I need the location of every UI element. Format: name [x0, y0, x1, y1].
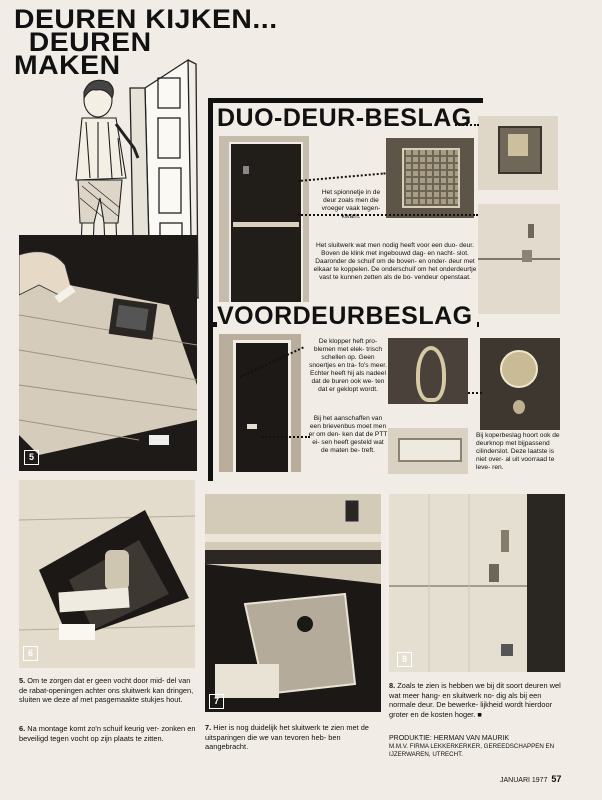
photo-7-image [205, 494, 381, 712]
leader-line [298, 214, 478, 216]
photo-6-image [19, 480, 195, 668]
caption-6 [19, 724, 199, 743]
caption-5-number: 5. [19, 676, 26, 685]
leader-line [468, 392, 482, 394]
duo-door-photo [219, 136, 309, 316]
brievenbus-photo [388, 428, 468, 474]
photo-5-image [19, 235, 197, 471]
photo-6-number: 6 [23, 646, 38, 661]
photo-7 [205, 494, 381, 712]
page-number: 57 [551, 774, 562, 784]
deurknop-photo [480, 338, 560, 430]
caption-sluitwerk: Het sluitwerk wat men nodig heeft voor een duo- deur. Boven de klink met ingebouwd dag- en nacht- slot. Daaronder de schuif om de boven- en onder- deur met elkaar te koppelen. De onderschuif om het onderdeurtje vast te kunnen zetten als de bo- vendeur openstaat. [313, 242, 477, 281]
title-line-2: DEUREN [28, 27, 152, 57]
caption-7-text: Hier is nog duidelijk het sluitwerk te zien met de uitsparingen die we van tevoren heb- ben aangebracht. [205, 723, 369, 752]
spion-photo [386, 138, 474, 218]
caption-brievenbus: Bij het aanschaffen van een brievenbus moet men er om den- ken dat de PTT ei- sen heeft gesteld wat de maten be- treft. [308, 415, 388, 454]
photo-8 [389, 494, 565, 672]
caption-koperbeslag: Bij koperbeslag hoort ook de deurknop met bijpassend cilinderslot. Deze laatste is niet over- al uit voorraad te leve- ren. [476, 432, 560, 471]
caption-6-text: Na montage komt zo'n schuif keurig ver- zonken en beveiligd tegen vocht op zijn plaats te zitten. [19, 724, 196, 743]
duo-heading: DUO-DEUR-BESLAG [217, 104, 472, 132]
photo-7-number: 7 [209, 694, 224, 709]
credits-mmv: M.M.V. FIRMA LEKKERKERKER, GEREEDSCHAPPEN EN IJZERWAREN, UTRECHT. [389, 743, 555, 758]
caption-8-number: 8. [389, 681, 396, 690]
photo-6 [19, 480, 195, 668]
caption-6-number: 6. [19, 724, 26, 733]
caption-klopper: De klopper heft pro- blemen met elek- trisch schellen op. Geen snoertjes en tra- fo's meer. Echter heeft hij als nadeel dat de buren ook we- ten dat er geklopt wordt. [309, 338, 387, 393]
page-footer [500, 774, 561, 784]
klopper-photo [388, 338, 468, 404]
photo-5-number: 5 [24, 450, 39, 465]
caption-spion: Het spionnetje in de deur zoals men die vroeger vaak tegen- kwam. [321, 189, 381, 220]
credits-productie: PRODUKTIE: HERMAN VAN MAURIK [389, 735, 510, 742]
title-line-1: DEUREN KIJKEN... [14, 4, 278, 34]
issue-date: JANUARI 1977 [500, 777, 548, 784]
photo-8-number: 8 [397, 652, 412, 667]
caption-5 [19, 676, 199, 705]
title-line-3: MAKEN [14, 50, 121, 80]
leader-line [455, 124, 479, 126]
duo-hinge-photo [478, 204, 560, 314]
voordeur-heading: VOORDEURBESLAG [217, 302, 477, 330]
photo-5 [19, 235, 197, 471]
caption-7 [205, 723, 383, 752]
duo-lock-photo [478, 116, 558, 190]
photo-8-image [389, 494, 565, 672]
leader-line [262, 436, 310, 438]
caption-5-text: Om te zorgen dat er geen vocht door mid- del van de rabat-openingen achter ons sluitwerk kan dringen, sluiten we deze af met pasgemaakte stukjes hout. [19, 676, 194, 705]
caption-8 [389, 681, 565, 719]
caption-8-text: Zoals te zien is hebben we bij dit soort deuren wel wat meer hang- en sluitwerk no- dig als bij een normale deur. De bewerke- lijkheid wordt hierdoor groter en de kosten hoger. ■ [389, 681, 561, 719]
caption-7-number: 7. [205, 723, 212, 732]
